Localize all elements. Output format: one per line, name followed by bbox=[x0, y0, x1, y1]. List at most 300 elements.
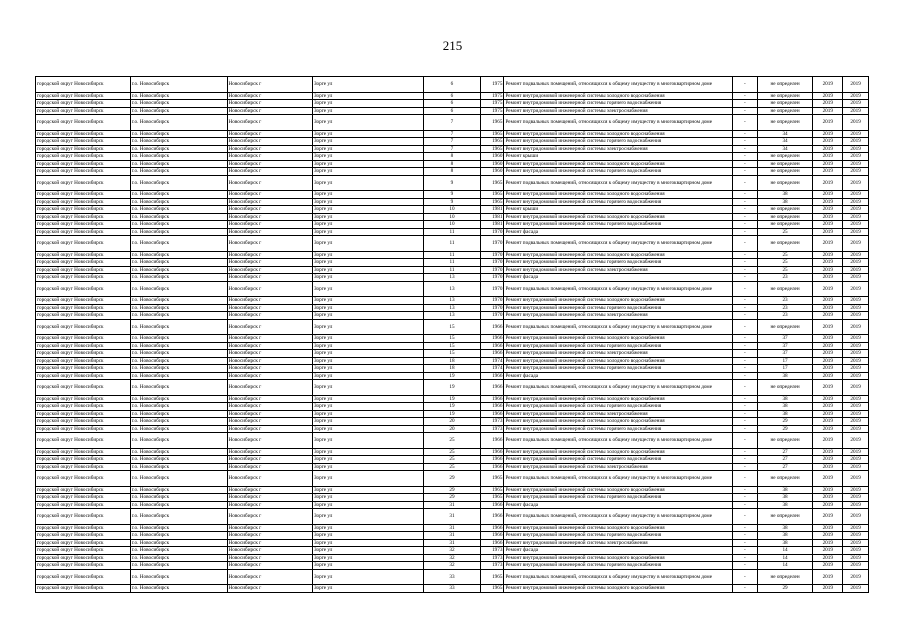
cost-cell: 29 bbox=[757, 425, 813, 433]
table-row bbox=[36, 342, 869, 350]
plan-year-cell: 2019 bbox=[813, 281, 843, 297]
cost-cell: 14 bbox=[757, 547, 813, 555]
street-cell: Зорге ул bbox=[312, 153, 423, 161]
work-type-cell: Ремонт внутридомовой инженерной системы электроснабжения bbox=[504, 312, 733, 320]
dash-cell: - bbox=[733, 236, 758, 252]
finish-year-cell: 2019 bbox=[843, 130, 869, 138]
table-row bbox=[36, 266, 869, 274]
district-cell: г.о. Новосибирск bbox=[130, 228, 227, 236]
municipality-cell: городской округ Новосибирск bbox=[36, 365, 131, 373]
plan-year-cell: 2019 bbox=[813, 501, 843, 509]
work-type-cell: Ремонт подвальных помещений, относящихся к общему имуществу в многоквартирном доме bbox=[504, 175, 733, 191]
district-cell: г.о. Новосибирск bbox=[130, 342, 227, 350]
plan-year-cell: 2019 bbox=[813, 585, 843, 593]
cost-cell: 17 bbox=[757, 357, 813, 365]
work-type-cell: Ремонт внутридомовой инженерной системы холодного водоснабжения bbox=[504, 448, 733, 456]
city-cell: Новосибирск г bbox=[227, 153, 312, 161]
district-cell: г.о. Новосибирск bbox=[130, 274, 227, 282]
district-cell: г.о. Новосибирск bbox=[130, 319, 227, 335]
cost-cell: 27 bbox=[757, 448, 813, 456]
finish-year-cell: 2019 bbox=[843, 115, 869, 131]
work-type-cell: Ремонт внутридомовой инженерной системы холодного водоснабжения bbox=[504, 297, 733, 305]
plan-year-cell: 2019 bbox=[813, 554, 843, 562]
work-type-cell: Ремонт подвальных помещений, относящихся к общему имуществу в многоквартирном доме bbox=[504, 509, 733, 525]
district-cell: г.о. Новосибирск bbox=[130, 372, 227, 380]
house-number-cell: 19 bbox=[424, 410, 481, 418]
build-year-cell: 1970 bbox=[480, 297, 504, 305]
dash-cell: - bbox=[733, 562, 758, 570]
dash-cell: - bbox=[733, 77, 758, 93]
table-row bbox=[36, 350, 869, 358]
cost-cell: 23 bbox=[757, 274, 813, 282]
table-row bbox=[36, 433, 869, 449]
work-type-cell: Ремонт внутридомовой инженерной системы холодного водоснабжения bbox=[504, 213, 733, 221]
finish-year-cell: 2019 bbox=[843, 539, 869, 547]
finish-year-cell: 2019 bbox=[843, 418, 869, 426]
dash-cell: - bbox=[733, 335, 758, 343]
cost-cell: не определен bbox=[757, 509, 813, 525]
table-row bbox=[36, 494, 869, 502]
table-row bbox=[36, 92, 869, 100]
municipality-cell: городской округ Новосибирск bbox=[36, 115, 131, 131]
municipality-cell: городской округ Новосибирск bbox=[36, 433, 131, 449]
municipality-cell: городской округ Новосибирск bbox=[36, 251, 131, 259]
district-cell: г.о. Новосибирск bbox=[130, 145, 227, 153]
city-cell: Новосибирск г bbox=[227, 130, 312, 138]
house-number-cell: 15 bbox=[424, 342, 481, 350]
street-cell: Зорге ул bbox=[312, 380, 423, 396]
dash-cell: - bbox=[733, 266, 758, 274]
plan-year-cell: 2019 bbox=[813, 448, 843, 456]
work-type-cell: Ремонт внутридомовой инженерной системы горячего водоснабжения bbox=[504, 221, 733, 229]
municipality-cell: городской округ Новосибирск bbox=[36, 569, 131, 585]
cost-cell: не определен bbox=[757, 281, 813, 297]
build-year-cell: 1970 bbox=[480, 304, 504, 312]
street-cell: Зорге ул bbox=[312, 130, 423, 138]
city-cell: Новосибирск г bbox=[227, 107, 312, 115]
street-cell: Зорге ул bbox=[312, 357, 423, 365]
work-type-cell: Ремонт подвальных помещений, относящихся к общему имуществу в многоквартирном доме bbox=[504, 281, 733, 297]
plan-year-cell: 2019 bbox=[813, 100, 843, 108]
finish-year-cell: 2019 bbox=[843, 77, 869, 93]
city-cell: Новосибирск г bbox=[227, 251, 312, 259]
municipality-cell: городской округ Новосибирск bbox=[36, 259, 131, 267]
dash-cell: - bbox=[733, 130, 758, 138]
dash-cell: - bbox=[733, 213, 758, 221]
district-cell: г.о. Новосибирск bbox=[130, 350, 227, 358]
plan-year-cell: 2019 bbox=[813, 418, 843, 426]
build-year-cell: 1966 bbox=[480, 342, 504, 350]
city-cell: Новосибирск г bbox=[227, 198, 312, 206]
district-cell: г.о. Новосибирск bbox=[130, 410, 227, 418]
plan-year-cell: 2019 bbox=[813, 372, 843, 380]
house-number-cell: 31 bbox=[424, 539, 481, 547]
street-cell: Зорге ул bbox=[312, 395, 423, 403]
dash-cell: - bbox=[733, 251, 758, 259]
build-year-cell: 1973 bbox=[480, 418, 504, 426]
build-year-cell: 1966 bbox=[480, 463, 504, 471]
dash-cell: - bbox=[733, 486, 758, 494]
finish-year-cell: 2019 bbox=[843, 342, 869, 350]
cost-cell: 25 bbox=[757, 251, 813, 259]
house-number-cell: 33 bbox=[424, 585, 481, 593]
dash-cell: - bbox=[733, 259, 758, 267]
work-type-cell: Ремонт крыши bbox=[504, 153, 733, 161]
district-cell: г.о. Новосибирск bbox=[130, 92, 227, 100]
build-year-cell: 1981 bbox=[480, 221, 504, 229]
house-number-cell: 13 bbox=[424, 281, 481, 297]
district-cell: г.о. Новосибирск bbox=[130, 221, 227, 229]
work-type-cell: Ремонт крыши bbox=[504, 206, 733, 214]
house-number-cell: 20 bbox=[424, 418, 481, 426]
build-year-cell: 1966 bbox=[480, 403, 504, 411]
city-cell: Новосибирск г bbox=[227, 236, 312, 252]
finish-year-cell: 2019 bbox=[843, 160, 869, 168]
house-number-cell: 15 bbox=[424, 319, 481, 335]
table-row bbox=[36, 365, 869, 373]
cost-cell: не определен bbox=[757, 153, 813, 161]
cost-cell: не определен bbox=[757, 168, 813, 176]
table-row bbox=[36, 236, 869, 252]
city-cell: Новосибирск г bbox=[227, 532, 312, 540]
street-cell: Зорге ул bbox=[312, 175, 423, 191]
cost-cell: не определен bbox=[757, 77, 813, 93]
work-type-cell: Ремонт подвальных помещений, относящихся к общему имуществу в многоквартирном доме bbox=[504, 115, 733, 131]
house-number-cell: 11 bbox=[424, 236, 481, 252]
city-cell: Новосибирск г bbox=[227, 228, 312, 236]
dash-cell: - bbox=[733, 115, 758, 131]
municipality-cell: городской округ Новосибирск bbox=[36, 266, 131, 274]
build-year-cell: 1965 bbox=[480, 191, 504, 199]
house-number-cell: 29 bbox=[424, 486, 481, 494]
table-row bbox=[36, 425, 869, 433]
district-cell: г.о. Новосибирск bbox=[130, 259, 227, 267]
build-year-cell: 1965 bbox=[480, 175, 504, 191]
build-year-cell: 1970 bbox=[480, 281, 504, 297]
municipality-cell: городской округ Новосибирск bbox=[36, 297, 131, 305]
page-number: 215 bbox=[442, 38, 463, 53]
cost-cell: 38 bbox=[757, 486, 813, 494]
cost-cell: 27 bbox=[757, 463, 813, 471]
district-cell: г.о. Новосибирск bbox=[130, 547, 227, 555]
dash-cell: - bbox=[733, 312, 758, 320]
build-year-cell: 1970 bbox=[480, 251, 504, 259]
build-year-cell: 1970 bbox=[480, 259, 504, 267]
cost-cell: не определен bbox=[757, 175, 813, 191]
street-cell: Зорге ул bbox=[312, 198, 423, 206]
city-cell: Новосибирск г bbox=[227, 77, 312, 93]
dash-cell: - bbox=[733, 509, 758, 525]
finish-year-cell: 2019 bbox=[843, 585, 869, 593]
build-year-cell: 1973 bbox=[480, 562, 504, 570]
dash-cell: - bbox=[733, 554, 758, 562]
house-number-cell: 11 bbox=[424, 259, 481, 267]
table-row bbox=[36, 380, 869, 396]
municipality-cell: городской округ Новосибирск bbox=[36, 403, 131, 411]
build-year-cell: 1965 bbox=[480, 585, 504, 593]
dash-cell: - bbox=[733, 494, 758, 502]
municipality-cell: городской округ Новосибирск bbox=[36, 357, 131, 365]
plan-year-cell: 2019 bbox=[813, 153, 843, 161]
table-row bbox=[36, 312, 869, 320]
house-number-cell: 18 bbox=[424, 357, 481, 365]
table-row bbox=[36, 259, 869, 267]
cost-cell: 38 bbox=[757, 501, 813, 509]
build-year-cell: 1960 bbox=[480, 168, 504, 176]
build-year-cell: 1965 bbox=[480, 115, 504, 131]
district-cell: г.о. Новосибирск bbox=[130, 494, 227, 502]
finish-year-cell: 2019 bbox=[843, 532, 869, 540]
dash-cell: - bbox=[733, 569, 758, 585]
house-number-cell: 6 bbox=[424, 92, 481, 100]
finish-year-cell: 2019 bbox=[843, 145, 869, 153]
municipality-cell: городской округ Новосибирск bbox=[36, 380, 131, 396]
work-type-cell: Ремонт внутридомовой инженерной системы холодного водоснабжения bbox=[504, 524, 733, 532]
dash-cell: - bbox=[733, 319, 758, 335]
table-row bbox=[36, 138, 869, 146]
street-cell: Зорге ул bbox=[312, 319, 423, 335]
finish-year-cell: 2019 bbox=[843, 569, 869, 585]
build-year-cell: 1965 bbox=[480, 138, 504, 146]
house-number-cell: 13 bbox=[424, 312, 481, 320]
district-cell: г.о. Новосибирск bbox=[130, 539, 227, 547]
municipality-cell: городской округ Новосибирск bbox=[36, 319, 131, 335]
finish-year-cell: 2019 bbox=[843, 524, 869, 532]
district-cell: г.о. Новосибирск bbox=[130, 486, 227, 494]
cost-cell: 38 bbox=[757, 539, 813, 547]
district-cell: г.о. Новосибирск bbox=[130, 198, 227, 206]
cost-cell: не определен bbox=[757, 100, 813, 108]
street-cell: Зорге ул bbox=[312, 509, 423, 525]
municipality-cell: городской округ Новосибирск bbox=[36, 168, 131, 176]
street-cell: Зорге ул bbox=[312, 425, 423, 433]
table-row bbox=[36, 524, 869, 532]
street-cell: Зорге ул bbox=[312, 266, 423, 274]
district-cell: г.о. Новосибирск bbox=[130, 569, 227, 585]
house-number-cell: 31 bbox=[424, 501, 481, 509]
plan-year-cell: 2019 bbox=[813, 410, 843, 418]
city-cell: Новосибирск г bbox=[227, 547, 312, 555]
work-type-cell: Ремонт внутридомовой инженерной системы холодного водоснабжения bbox=[504, 585, 733, 593]
finish-year-cell: 2019 bbox=[843, 153, 869, 161]
house-number-cell: 6 bbox=[424, 77, 481, 93]
work-type-cell: Ремонт внутридомовой инженерной системы холодного водоснабжения bbox=[504, 335, 733, 343]
plan-year-cell: 2019 bbox=[813, 297, 843, 305]
dash-cell: - bbox=[733, 425, 758, 433]
build-year-cell: 1966 bbox=[480, 433, 504, 449]
work-type-cell: Ремонт подвальных помещений, относящихся к общему имуществу в многоквартирном доме bbox=[504, 77, 733, 93]
city-cell: Новосибирск г bbox=[227, 403, 312, 411]
city-cell: Новосибирск г bbox=[227, 319, 312, 335]
district-cell: г.о. Новосибирск bbox=[130, 206, 227, 214]
work-type-cell: Ремонт внутридомовой инженерной системы горячего водоснабжения bbox=[504, 342, 733, 350]
build-year-cell: 1973 bbox=[480, 554, 504, 562]
plan-year-cell: 2019 bbox=[813, 77, 843, 93]
plan-year-cell: 2019 bbox=[813, 236, 843, 252]
street-cell: Зорге ул bbox=[312, 236, 423, 252]
municipality-cell: городской округ Новосибирск bbox=[36, 509, 131, 525]
table-row bbox=[36, 130, 869, 138]
street-cell: Зорге ул bbox=[312, 372, 423, 380]
cost-cell: 38 bbox=[757, 524, 813, 532]
finish-year-cell: 2019 bbox=[843, 236, 869, 252]
district-cell: г.о. Новосибирск bbox=[130, 281, 227, 297]
street-cell: Зорге ул bbox=[312, 585, 423, 593]
finish-year-cell: 2019 bbox=[843, 100, 869, 108]
dash-cell: - bbox=[733, 221, 758, 229]
municipality-cell: городской округ Новосибирск bbox=[36, 410, 131, 418]
district-cell: г.о. Новосибирск bbox=[130, 175, 227, 191]
table-row bbox=[36, 168, 869, 176]
table-row bbox=[36, 153, 869, 161]
house-number-cell: 9 bbox=[424, 175, 481, 191]
plan-year-cell: 2019 bbox=[813, 274, 843, 282]
dash-cell: - bbox=[733, 297, 758, 305]
house-number-cell: 31 bbox=[424, 524, 481, 532]
city-cell: Новосибирск г bbox=[227, 456, 312, 464]
street-cell: Зорге ул bbox=[312, 100, 423, 108]
dash-cell: - bbox=[733, 524, 758, 532]
cost-cell: 34 bbox=[757, 138, 813, 146]
municipality-cell: городской округ Новосибирск bbox=[36, 304, 131, 312]
municipality-cell: городской округ Новосибирск bbox=[36, 501, 131, 509]
district-cell: г.о. Новосибирск bbox=[130, 312, 227, 320]
house-number-cell: 9 bbox=[424, 191, 481, 199]
cost-cell: 37 bbox=[757, 335, 813, 343]
street-cell: Зорге ул bbox=[312, 433, 423, 449]
work-type-cell: Ремонт внутридомовой инженерной системы горячего водоснабжения bbox=[504, 198, 733, 206]
table-row bbox=[36, 554, 869, 562]
cost-cell: не определен bbox=[757, 569, 813, 585]
municipality-cell: городской округ Новосибирск bbox=[36, 145, 131, 153]
street-cell: Зорге ул bbox=[312, 456, 423, 464]
street-cell: Зорге ул bbox=[312, 562, 423, 570]
cost-cell: 27 bbox=[757, 456, 813, 464]
plan-year-cell: 2019 bbox=[813, 107, 843, 115]
dash-cell: - bbox=[733, 539, 758, 547]
plan-year-cell: 2019 bbox=[813, 380, 843, 396]
municipality-cell: городской округ Новосибирск bbox=[36, 191, 131, 199]
dash-cell: - bbox=[733, 547, 758, 555]
cost-cell: 37 bbox=[757, 350, 813, 358]
work-type-cell: Ремонт фасада bbox=[504, 547, 733, 555]
plan-year-cell: 2019 bbox=[813, 130, 843, 138]
municipality-cell: городской округ Новосибирск bbox=[36, 213, 131, 221]
table-row bbox=[36, 471, 869, 487]
finish-year-cell: 2019 bbox=[843, 198, 869, 206]
city-cell: Новосибирск г bbox=[227, 266, 312, 274]
table-row bbox=[36, 335, 869, 343]
house-number-cell: 7 bbox=[424, 130, 481, 138]
plan-year-cell: 2019 bbox=[813, 319, 843, 335]
plan-year-cell: 2019 bbox=[813, 486, 843, 494]
street-cell: Зорге ул bbox=[312, 168, 423, 176]
finish-year-cell: 2019 bbox=[843, 213, 869, 221]
street-cell: Зорге ул bbox=[312, 281, 423, 297]
city-cell: Новосибирск г bbox=[227, 494, 312, 502]
district-cell: г.о. Новосибирск bbox=[130, 251, 227, 259]
finish-year-cell: 2019 bbox=[843, 92, 869, 100]
street-cell: Зорге ул bbox=[312, 335, 423, 343]
city-cell: Новосибирск г bbox=[227, 410, 312, 418]
city-cell: Новосибирск г bbox=[227, 160, 312, 168]
work-type-cell: Ремонт подвальных помещений, относящихся к общему имуществу в многоквартирном доме bbox=[504, 433, 733, 449]
plan-year-cell: 2019 bbox=[813, 228, 843, 236]
municipality-cell: городской округ Новосибирск bbox=[36, 342, 131, 350]
city-cell: Новосибирск г bbox=[227, 569, 312, 585]
plan-year-cell: 2019 bbox=[813, 304, 843, 312]
finish-year-cell: 2019 bbox=[843, 433, 869, 449]
cost-cell: не определен bbox=[757, 380, 813, 396]
house-number-cell: 6 bbox=[424, 100, 481, 108]
work-type-cell: Ремонт внутридомовой инженерной системы горячего водоснабжения bbox=[504, 259, 733, 267]
house-number-cell: 8 bbox=[424, 168, 481, 176]
cost-cell: не определен bbox=[757, 115, 813, 131]
cost-cell: 34 bbox=[757, 145, 813, 153]
plan-year-cell: 2019 bbox=[813, 251, 843, 259]
build-year-cell: 1966 bbox=[480, 456, 504, 464]
work-type-cell: Ремонт внутридомовой инженерной системы электроснабжения bbox=[504, 107, 733, 115]
build-year-cell: 1965 bbox=[480, 486, 504, 494]
finish-year-cell: 2019 bbox=[843, 168, 869, 176]
dash-cell: - bbox=[733, 92, 758, 100]
work-type-cell: Ремонт фасада bbox=[504, 274, 733, 282]
city-cell: Новосибирск г bbox=[227, 357, 312, 365]
district-cell: г.о. Новосибирск bbox=[130, 168, 227, 176]
build-year-cell: 1970 bbox=[480, 266, 504, 274]
table-row bbox=[36, 410, 869, 418]
build-year-cell: 1966 bbox=[480, 380, 504, 396]
dash-cell: - bbox=[733, 380, 758, 396]
build-year-cell: 1975 bbox=[480, 107, 504, 115]
table-row bbox=[36, 562, 869, 570]
finish-year-cell: 2019 bbox=[843, 509, 869, 525]
table-row bbox=[36, 145, 869, 153]
build-year-cell: 1966 bbox=[480, 395, 504, 403]
table-row bbox=[36, 418, 869, 426]
cost-cell: не определен bbox=[757, 471, 813, 487]
finish-year-cell: 2019 bbox=[843, 297, 869, 305]
work-type-cell: Ремонт фасада bbox=[504, 372, 733, 380]
house-number-cell: 19 bbox=[424, 403, 481, 411]
municipality-cell: городской округ Новосибирск bbox=[36, 274, 131, 282]
plan-year-cell: 2019 bbox=[813, 138, 843, 146]
finish-year-cell: 2019 bbox=[843, 107, 869, 115]
cost-cell: не определен bbox=[757, 92, 813, 100]
city-cell: Новосибирск г bbox=[227, 312, 312, 320]
dash-cell: - bbox=[733, 357, 758, 365]
district-cell: г.о. Новосибирск bbox=[130, 456, 227, 464]
work-type-cell: Ремонт внутридомовой инженерной системы холодного водоснабжения bbox=[504, 92, 733, 100]
city-cell: Новосибирск г bbox=[227, 539, 312, 547]
build-year-cell: 1966 bbox=[480, 350, 504, 358]
work-type-cell: Ремонт внутридомовой инженерной системы горячего водоснабжения bbox=[504, 456, 733, 464]
finish-year-cell: 2019 bbox=[843, 425, 869, 433]
city-cell: Новосибирск г bbox=[227, 191, 312, 199]
dash-cell: - bbox=[733, 228, 758, 236]
plan-year-cell: 2019 bbox=[813, 509, 843, 525]
work-type-cell: Ремонт внутридомовой инженерной системы холодного водоснабжения bbox=[504, 130, 733, 138]
district-cell: г.о. Новосибирск bbox=[130, 585, 227, 593]
build-year-cell: 1975 bbox=[480, 92, 504, 100]
house-number-cell: 18 bbox=[424, 365, 481, 373]
district-cell: г.о. Новосибирск bbox=[130, 236, 227, 252]
street-cell: Зорге ул bbox=[312, 92, 423, 100]
cost-cell: 29 bbox=[757, 418, 813, 426]
table-row bbox=[36, 251, 869, 259]
district-cell: г.о. Новосибирск bbox=[130, 448, 227, 456]
table-row bbox=[36, 304, 869, 312]
